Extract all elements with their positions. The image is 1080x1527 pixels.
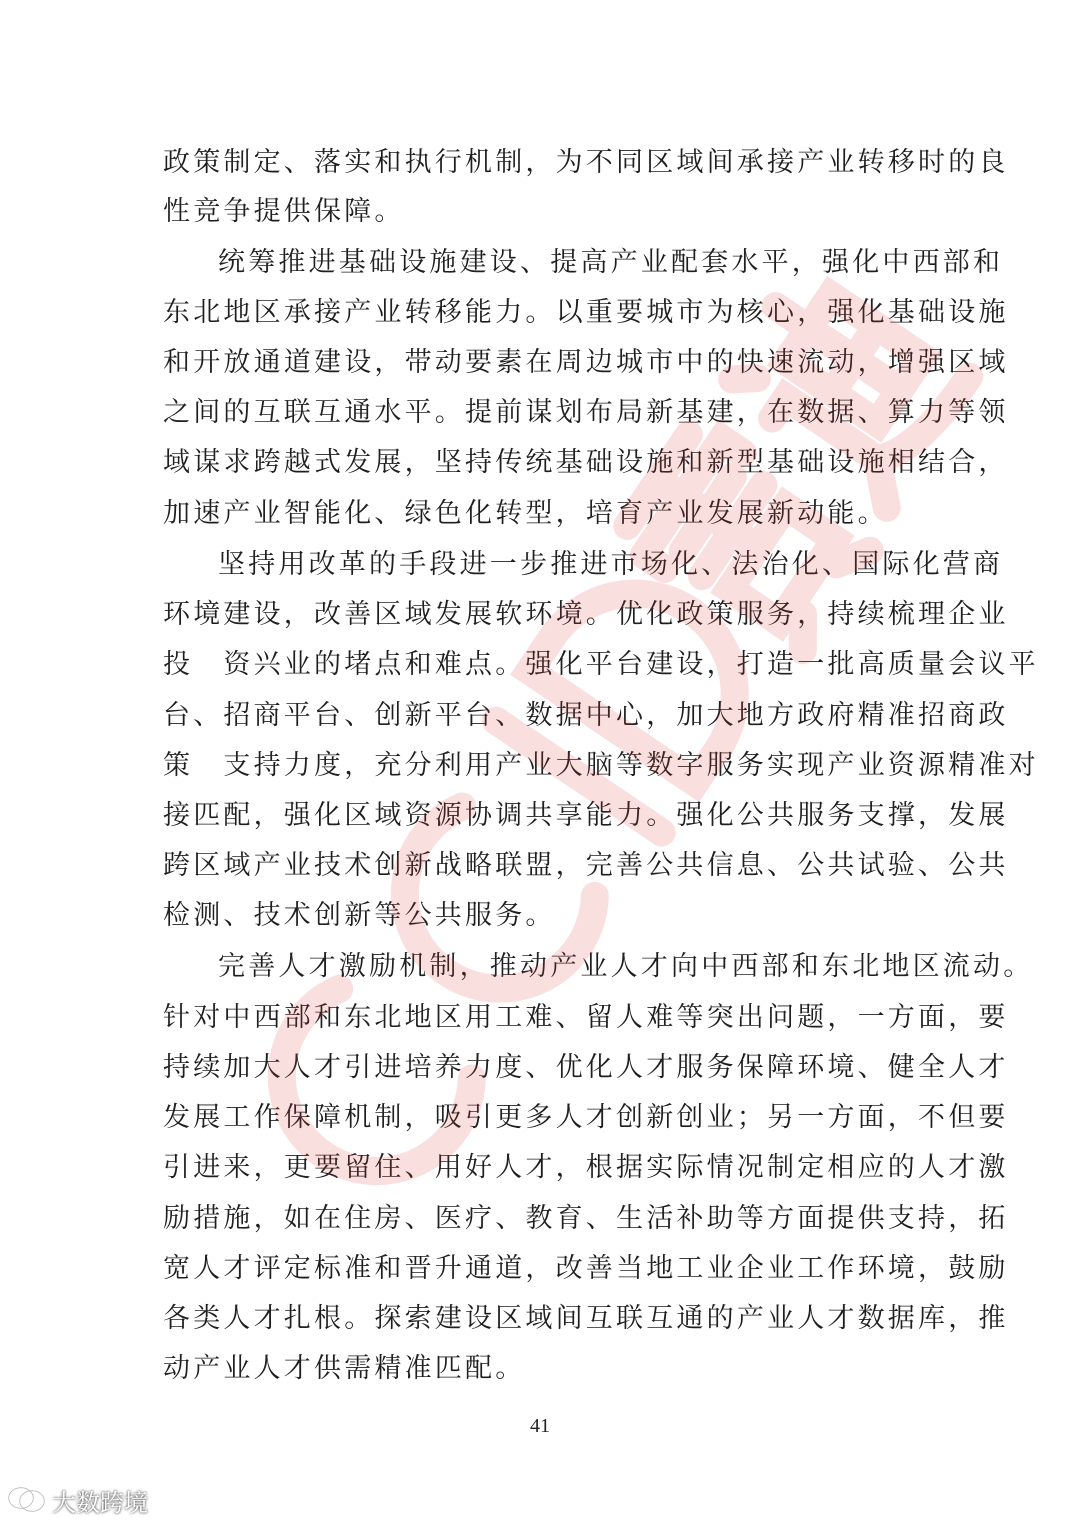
text-line: 域谋求跨越式发展，坚持传统基础设施和新型基础设施相结合， [163,447,1009,478]
text-line: 各类人才扎根。探索建设区域间互联互通的产业人才数据库，推 [163,1303,1009,1334]
text-line: 政策制定、落实和执行机制，为不同区域间承接产业转移时的良 [163,147,1009,178]
text-line: 东北地区承接产业转移能力。以重要城市为核心，强化基础设施 [163,297,1009,328]
text-line: 检测、技术创新等公共服务。 [163,900,556,931]
text-line: 持续加大人才引进培养力度、优化人才服务保障环境、健全人才 [163,1052,1009,1083]
text-line: 完善人才激励机制，推动产业人才向中西部和东北地区流动。 [218,951,1034,982]
corner-logo-text: 大数跨境 [52,1488,148,1517]
text-line: 统筹推进基础设施建设、提高产业配套水平，强化中西部和 [218,247,1004,278]
text-line: 动产业人才供需精准匹配。 [163,1353,526,1384]
text-line: 台、招商平台、创新平台、数据中心，加大地方政府精准招商政 [163,700,1009,731]
text-line: 环境建设，改善区域发展软环境。优化政策服务，持续梳理企业 [163,599,1009,630]
page-number: 41 [530,1415,550,1437]
text-line: 接匹配，强化区域资源协调共享能力。强化公共服务支撑，发展 [163,800,1009,831]
text-line: 之间的互联互通水平。提前谋划布局新基建，在数据、算力等领 [163,397,1009,428]
text-line: 针对中西部和东北地区用工难、留人难等突出问题，一方面，要 [163,1002,1009,1033]
text-line: 坚持用改革的手段进一步推进市场化、法治化、国际化营商 [218,549,1004,580]
chat-bubble-icon [6,1485,46,1515]
text-line: 宽人才评定标准和晋升通道，改善当地工业企业工作环境，鼓励 [163,1253,1009,1284]
text-line: 和开放通道建设，带动要素在周边城市中的快速流动，增强区域 [163,347,1009,378]
text-line: 加速产业智能化、绿色化转型，培育产业发展新动能。 [163,498,888,529]
corner-logo [6,1483,148,1517]
text-line: 引进来，更要留住、用好人才，根据实际情况制定相应的人才激 [163,1152,1009,1183]
text-line: 策 支持力度，充分利用产业大脑等数字服务实现产业资源精准对 [163,750,1039,781]
text-line: 投 资兴业的堵点和难点。强化平台建设，打造一批高质量会议平 [163,649,1039,680]
text-line: 励措施，如在住房、医疗、教育、生活补助等方面提供支持，拓 [163,1203,1009,1234]
text-line: 发展工作保障机制，吸引更多人才创新创业；另一方面，不但要 [163,1102,1009,1133]
text-line: 跨区域产业技术创新战略联盟，完善公共信息、公共试验、公共 [163,850,1009,881]
text-line: 性竞争提供保障。 [163,196,405,227]
